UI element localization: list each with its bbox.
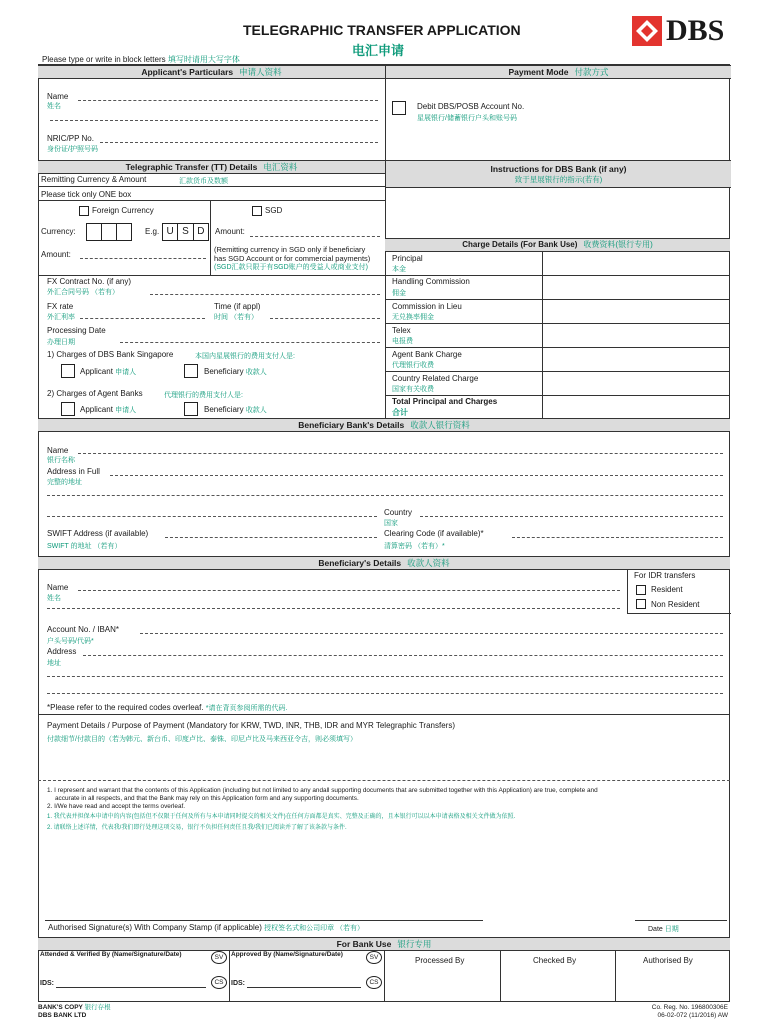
applicant-name-label-cn: 姓名 <box>47 103 61 110</box>
debit-account-label-cn: 星展银行/储蓄银行户头和账号码 <box>417 115 517 122</box>
divider <box>38 714 730 715</box>
currency-label: Currency: <box>41 227 76 236</box>
charge-details-header: Charge Details (For Bank Use) 收费资料(银行专用) <box>385 238 730 252</box>
country-field[interactable] <box>420 516 723 517</box>
bank-name-field[interactable] <box>78 453 723 454</box>
fx-contract-label: FX Contract No. (if any) <box>47 277 132 286</box>
clearing-code-label-cn: 清算密码 （若有）* <box>384 543 445 550</box>
sgd-amount-field[interactable] <box>250 236 380 237</box>
date-line[interactable] <box>635 920 727 921</box>
charges-agent-label: 2) Charges of Agent Banks <box>47 389 143 398</box>
beneficiary-address-field-1[interactable] <box>83 655 723 656</box>
processed-by-label: Processed By <box>415 956 465 965</box>
processing-date-label-cn: 办理日期 <box>47 339 75 346</box>
form-title: TELEGRAPHIC TRANSFER APPLICATION <box>243 22 521 38</box>
resident-checkbox[interactable] <box>636 585 646 595</box>
example-label: E.g. <box>145 227 160 236</box>
debit-account-label: Debit DBS/POSB Account No. <box>417 102 525 111</box>
sv-stamp-icon-2: SV <box>366 951 382 964</box>
dbs-logo-text: DBS <box>666 14 725 47</box>
swift-label-cn: SWIFT 的地址 （若有） <box>47 543 122 550</box>
charge-row-total: Total Principal and Charges 合计 <box>392 397 498 417</box>
remitting-row: Remitting Currency & Amount 汇款货币及数额 <box>38 173 385 187</box>
authorised-by-label: Authorised By <box>643 956 693 965</box>
bank-address-label-cn: 完整的地址 <box>47 479 82 486</box>
agent-charges-beneficiary-label: Beneficiary 收款人 <box>204 405 267 414</box>
approved-by-label: Approved By (Name/Signature/Date) <box>231 951 343 958</box>
debit-account-checkbox[interactable] <box>392 101 406 115</box>
charge-row-country: Country Related Charge 国家有关收费 <box>385 371 730 396</box>
tick-one-box-note: Please tick only ONE box <box>41 190 132 199</box>
applicant-name-label: Name <box>47 92 69 101</box>
non-resident-checkbox[interactable] <box>636 599 646 609</box>
divider <box>615 950 616 1002</box>
nric-field[interactable] <box>100 142 378 143</box>
sv-stamp-icon: SV <box>211 951 227 964</box>
signature-line[interactable] <box>45 920 483 921</box>
ids-label-2: IDS: <box>231 980 245 987</box>
bank-name-label: Name <box>47 446 69 455</box>
processing-date-label: Processing Date <box>47 326 106 335</box>
bank-address-field-1[interactable] <box>110 475 723 476</box>
date-label: Date 日期 <box>648 926 679 933</box>
account-label-cn: 户头号码/代码* <box>47 638 94 645</box>
charges-dbs-label-cn: 本国内星展银行的费用支付人是: <box>195 353 295 360</box>
bank-address-field-3[interactable] <box>47 516 377 517</box>
beneficiary-name-label: Name <box>47 583 69 592</box>
charge-row-telex: Telex 电报费 <box>385 323 730 348</box>
checked-by-label: Checked By <box>533 956 577 965</box>
footer-left: BANK'S COPY 银行存根 DBS BANK LTD <box>38 1004 111 1019</box>
time-field[interactable] <box>270 318 380 319</box>
fx-rate-label-cn: 外汇利率 <box>47 314 75 321</box>
divider <box>500 950 501 1002</box>
charges-agent-label-cn: 代理银行的费用支付人是: <box>164 392 243 399</box>
bank-address-label: Address in Full <box>47 467 100 476</box>
foreign-amount-field[interactable] <box>80 258 206 259</box>
fx-contract-field[interactable] <box>150 294 380 295</box>
divider <box>384 950 385 1002</box>
tt-details-header: Telegraphic Transfer (TT) Details 电汇资料 <box>38 160 385 174</box>
divider <box>229 950 230 1002</box>
dbs-charges-applicant-label: Applicant 申请人 <box>80 367 137 376</box>
nric-label: NRIC/PP No. <box>47 134 94 143</box>
sgd-label: SGD <box>265 206 283 215</box>
charge-row-agent-bank: Agent Bank Charge 代理银行收费 <box>385 347 730 372</box>
beneficiary-name-field-2[interactable] <box>47 608 620 609</box>
time-label-cn: 时间 （若有） <box>214 314 258 321</box>
instructions-header: Instructions for DBS Bank (if any) 致于星展银行的指示(若有) <box>385 160 731 188</box>
sgd-checkbox[interactable] <box>252 206 262 216</box>
applicant-header: Applicant's Particulars 申请人资料 <box>38 65 385 79</box>
fx-contract-label-cn: 外汇合同号码 （若有） <box>47 289 119 296</box>
beneficiary-address-label-cn: 地址 <box>47 660 61 667</box>
bank-address-field-2[interactable] <box>47 495 723 496</box>
clearing-code-label: Clearing Code (if available)* <box>384 529 484 538</box>
purpose-field[interactable] <box>39 745 729 781</box>
divider <box>210 200 211 275</box>
charge-row-commission-in-lieu: Commission in Lieu 无兑换率佣金 <box>385 299 730 324</box>
agent-charges-beneficiary-checkbox[interactable] <box>184 402 198 416</box>
country-label-cn: 国家 <box>384 520 398 527</box>
swift-label: SWIFT Address (if available) <box>47 529 149 538</box>
signature-label: Authorised Signature(s) With Company Stamp (if applicable) 授权签名式和公司印章 （若有） <box>48 923 365 932</box>
fx-rate-label: FX rate <box>47 302 74 311</box>
footer-right: Co. Reg. No. 196800306E 06-02-072 (11/2016) AW <box>651 1004 728 1019</box>
processing-date-field[interactable] <box>120 342 380 343</box>
dbs-charges-applicant-checkbox[interactable] <box>61 364 75 378</box>
example-currency-boxes: U S D <box>162 223 209 241</box>
purpose-label-cn: 付款细节/付款目的（若为韩元、新台币、印度卢比、泰铢、印尼卢比及马来西亚令吉，则必须填写） <box>47 736 357 743</box>
account-field[interactable] <box>140 633 723 634</box>
foreign-currency-label: Foreign Currency <box>92 206 154 215</box>
amount-label: Amount: <box>41 250 71 259</box>
beneficiary-header: Beneficiary's Details 收款人资料 <box>38 556 730 570</box>
divider <box>38 200 385 201</box>
time-label: Time (if appl) <box>214 302 261 311</box>
divider <box>38 275 385 276</box>
clearing-code-field[interactable] <box>512 537 723 538</box>
ids-label: IDS: <box>40 980 54 987</box>
cs-stamp-icon: CS <box>211 976 227 989</box>
non-resident-label: Non Resident <box>651 600 700 609</box>
required-codes-note: *Please refer to the required codes overleaf. *请在背页参阅所需的代码. <box>47 703 288 712</box>
declaration-cn: 1. 我代表并担保本申请中的内容(包括但不仅限于任何及所有与本申请同时提交的相关文件)在任何方面都是真实、完整及正确的，且本银行可以以本申请表格及相关文件做为依照. 2. 请联络上述详情，代表我/我们即行处理这项交易，银行不负担任何责任且我/我们已阅读并了解了该条款与条件. <box>47 814 516 831</box>
ids-field-2[interactable] <box>247 987 361 988</box>
country-label: Country <box>384 508 413 517</box>
dbs-charges-beneficiary-label: Beneficiary 收款人 <box>204 367 267 376</box>
beneficiary-address-field-2[interactable] <box>47 676 723 677</box>
foreign-currency-checkbox[interactable] <box>79 206 89 216</box>
divider <box>38 780 730 781</box>
swift-field[interactable] <box>165 537 377 538</box>
applicant-name-field[interactable] <box>78 100 378 101</box>
nric-label-cn: 身份证/护照号码 <box>47 146 98 153</box>
declaration-en: 1. I represent and warrant that the contents of this Application (including but not limited to any andall supporting documents that are submitted together with this Application) are true, complete and accurate in all respects, and that the Bank may rely on this Application form and any supporting documents. 2. I/We have read and accept the terms overleaf. <box>47 787 598 810</box>
fx-rate-field[interactable] <box>80 318 205 319</box>
agent-charges-applicant-label: Applicant 申请人 <box>80 405 137 414</box>
sgd-amount-label: Amount: <box>215 227 245 236</box>
beneficiary-address-label: Address <box>47 647 77 656</box>
beneficiary-bank-header: Beneficiary Bank's Details 收款人银行资料 <box>38 418 730 432</box>
applicant-name-field-2[interactable] <box>50 120 378 121</box>
beneficiary-name-label-cn: 姓名 <box>47 595 61 602</box>
resident-label: Resident <box>651 585 683 594</box>
bank-use-header: For Bank Use 银行专用 <box>38 937 730 951</box>
dbs-logo <box>632 16 662 48</box>
agent-charges-applicant-checkbox[interactable] <box>61 402 75 416</box>
ids-field[interactable] <box>56 987 206 988</box>
beneficiary-name-field-1[interactable] <box>78 590 620 591</box>
dbs-logo-icon <box>632 16 662 46</box>
account-label: Account No. / IBAN* <box>47 625 120 634</box>
charges-dbs-label: 1) Charges of DBS Bank Singapore <box>47 350 174 359</box>
beneficiary-address-field-3[interactable] <box>47 693 723 694</box>
bank-name-label-cn: 银行名称 <box>47 457 75 464</box>
form-title-cn: 电汇申请 <box>352 43 405 58</box>
charge-row-handling: Handling Commission 佣金 <box>385 275 730 300</box>
purpose-label: Payment Details / Purpose of Payment (Mandatory for KRW, TWD, INR, THB, IDR and MYR Telegraphic Transfers) <box>47 721 455 730</box>
attended-verified-label: Attended & Verified By (Name/Signature/Date) <box>40 951 182 958</box>
sgd-remit-note: (Remitting currency in SGD only if beneficiary has SGD Account or for commercial payments) (SGD汇款只限于有SGD账户的受益人或商业支付) <box>214 245 371 271</box>
cs-stamp-icon-2: CS <box>366 976 382 989</box>
payment-mode-header: Payment Mode 付款方式 <box>385 65 731 79</box>
charge-row-principal: Principal 本金 <box>385 251 730 276</box>
currency-input[interactable] <box>86 223 132 241</box>
dbs-charges-beneficiary-checkbox[interactable] <box>184 364 198 378</box>
idr-transfer-box: For IDR transfers Resident Non Resident <box>627 569 731 614</box>
block-letters-note: Please type or write in block letters 填写时请用大写字体 <box>42 55 240 64</box>
